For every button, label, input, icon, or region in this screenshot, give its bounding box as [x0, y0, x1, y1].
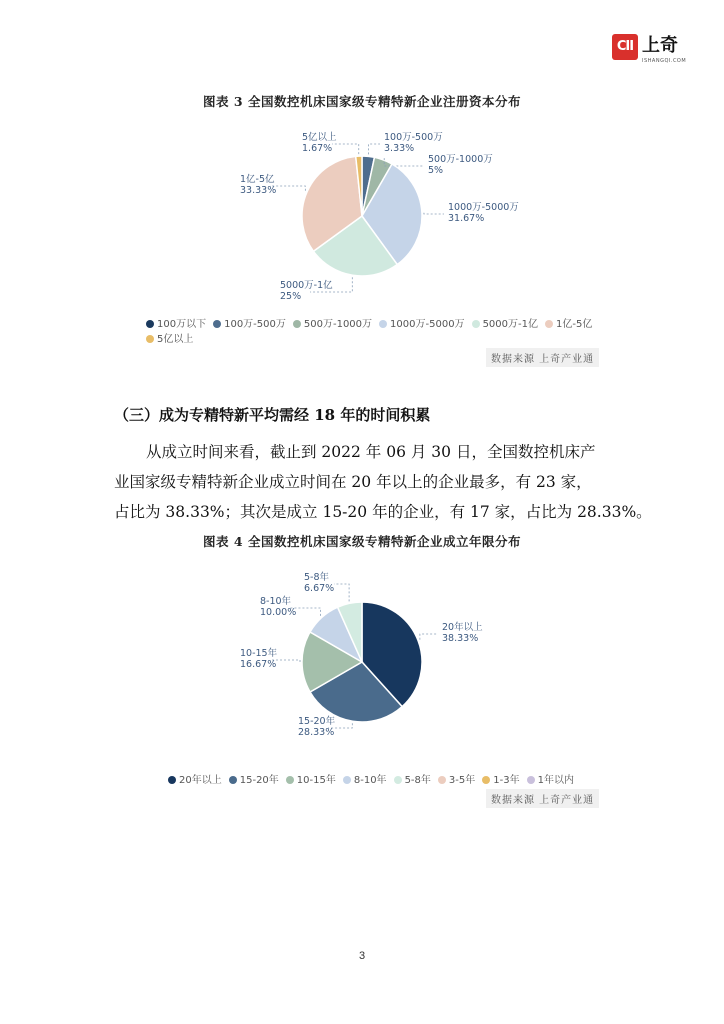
brand-url: ISHANGQI.COM: [642, 58, 687, 64]
slice-label-name: 500万-1000万: [428, 154, 493, 165]
leader-line: [368, 144, 380, 154]
legend-swatch: [293, 320, 301, 328]
slice-label-name: 5000万-1亿: [280, 280, 333, 291]
legend-label: 8-10年: [353, 775, 387, 786]
legend-item: [293, 317, 372, 332]
paragraph-line-1: 从成立时间来看，截止到 2022 年 06 月 30 日，全国数控机床产: [146, 443, 596, 461]
slice-label-percent: 10.00%: [260, 607, 297, 618]
slice-label-name: 20年以上: [442, 622, 483, 633]
slice-label-name: 15-20年: [298, 716, 336, 727]
legend-item: [213, 317, 286, 332]
brand-logo: [612, 34, 688, 66]
legend-label: 5000万-1亿: [482, 319, 538, 330]
slice-label-percent: 38.33%: [442, 633, 479, 644]
legend-label: 5亿以上: [157, 334, 194, 345]
legend-label: 100万-500万: [224, 319, 286, 330]
brand-mark: CII: [612, 34, 638, 60]
legend-label: 1-3年: [493, 775, 520, 786]
slice-label-percent: 1.67%: [302, 143, 333, 154]
legend-swatch: [146, 320, 154, 328]
slice-label-name: 1000万-5000万: [448, 202, 519, 213]
legend-swatch: [527, 776, 535, 784]
legend-swatch: [286, 776, 294, 784]
slice-label-name: 10-15年: [240, 648, 278, 659]
slice-label-name: 5-8年: [304, 572, 330, 583]
legend-label: 20年以上: [179, 775, 222, 786]
slice-label-percent: 28.33%: [298, 727, 335, 738]
legend-label: 1亿-5亿: [555, 319, 593, 330]
legend-item: [229, 773, 279, 788]
legend-swatch: [168, 776, 176, 784]
source-note-fig4: 数据来源 上奇产业通: [486, 789, 599, 808]
legend-item: [379, 317, 465, 332]
legend-item: [438, 773, 475, 788]
legend-item: [168, 773, 222, 788]
pie-chart-registered-capital: [130, 118, 610, 318]
brand-name: 上奇: [642, 35, 678, 56]
legend-label: 1000万-5000万: [390, 319, 465, 330]
slice-label-name: 100万-500万: [384, 132, 443, 143]
legend-label: 3-5年: [448, 775, 476, 786]
leader-line: [332, 144, 359, 154]
legend-label: 1年以内: [537, 775, 574, 786]
section-heading: （三）成为专精特新平均需经 18 年的时间积累: [114, 406, 431, 424]
chart-registered-capital: [130, 118, 610, 318]
legend-label: 15-20年: [239, 775, 279, 786]
source-note-fig3: 数据来源 上奇产业通: [486, 348, 599, 367]
legend-swatch: [229, 776, 237, 784]
legend-registered-capital: [146, 317, 606, 347]
legend-item: [286, 773, 336, 788]
legend-swatch: [438, 776, 446, 784]
legend-label: 500万-1000万: [303, 319, 373, 330]
legend-label: 5-8年: [404, 775, 431, 786]
paragraph-line-2: 业国家级专精特新企业成立时间在 20 年以上的企业最多，有 23 家，: [114, 473, 592, 491]
chart-founding-years: [130, 564, 610, 764]
slice-label-name: 8-10年: [260, 596, 292, 607]
legend-swatch: [472, 320, 480, 328]
legend-swatch: [482, 776, 490, 784]
leader-line: [334, 584, 349, 601]
legend-swatch: [213, 320, 221, 328]
leader-line: [420, 634, 438, 640]
slice-label-percent: 3.33%: [384, 143, 415, 154]
figure-4-caption: 图表 4 全国数控机床国家级专精特新企业成立年限分布: [203, 534, 521, 549]
legend-item: [482, 773, 519, 788]
legend-swatch: [343, 776, 351, 784]
legend-item: [527, 773, 574, 788]
slice-label-percent: 31.67%: [448, 213, 485, 224]
legend-item: [545, 317, 592, 332]
legend-item: [146, 332, 193, 347]
slice-label-percent: 16.67%: [240, 659, 277, 670]
page-number: 3: [358, 950, 366, 962]
legend-item: [343, 773, 387, 788]
pie-chart-founding-years: [130, 564, 610, 764]
legend-founding-years: [168, 773, 608, 788]
slice-label-percent: 5%: [428, 165, 444, 176]
legend-swatch: [545, 320, 553, 328]
legend-item: [394, 773, 431, 788]
slice-label-percent: 25%: [280, 291, 302, 302]
legend-swatch: [394, 776, 402, 784]
slice-label-name: 1亿-5亿: [240, 174, 275, 185]
legend-swatch: [379, 320, 387, 328]
figure-3-caption: 图表 3 全国数控机床国家级专精特新企业注册资本分布: [203, 94, 521, 109]
slice-label-percent: 33.33%: [240, 185, 277, 196]
legend-item: [472, 317, 538, 332]
legend-label: 100万以下: [157, 319, 207, 330]
legend-swatch: [146, 335, 154, 343]
paragraph-line-3: 占比为 38.33%；其次是成立 15-20 年的企业，有 17 家，占比为 28.33%。: [114, 503, 652, 521]
legend-label: 10-15年: [296, 775, 336, 786]
slice-label-percent: 6.67%: [304, 583, 335, 594]
legend-item: [146, 317, 206, 332]
slice-label-name: 5亿以上: [302, 132, 337, 143]
leader-line: [424, 213, 444, 214]
